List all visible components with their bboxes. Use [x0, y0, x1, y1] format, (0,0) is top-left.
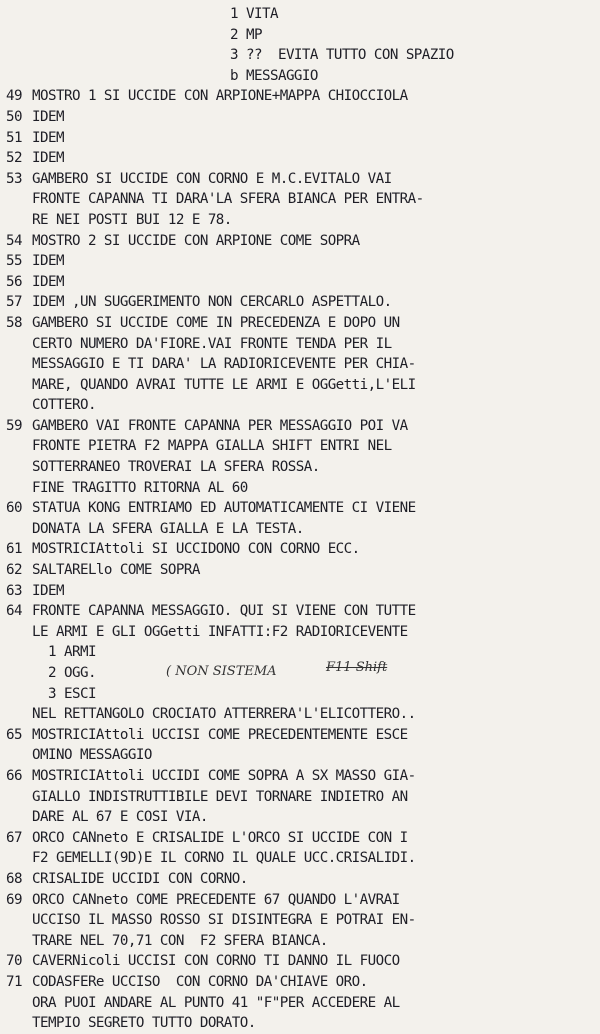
entry-number: 61 [6, 541, 22, 558]
entry-line [6, 519, 600, 540]
entry-text: OMINO MESSAGGIO [32, 747, 152, 764]
entry-line [6, 436, 600, 457]
entry-number: 54 [6, 232, 22, 249]
entry-text: TEMPIO SEGRETO TUTTO DORATO. [32, 1015, 256, 1032]
entry-line [6, 931, 600, 952]
entry-number: 65 [6, 726, 22, 743]
entry-text: DARE AL 67 E COSI VIA. [32, 809, 208, 826]
entry-text: ORCO CANneto COME PRECEDENTE 67 QUANDO L'AVRAI [32, 891, 400, 908]
entry-text: F2 GEMELLI(9D)E IL CORNO IL QUALE UCC.CRISALIDI. [32, 850, 416, 867]
entry-line [6, 539, 600, 560]
entry-line [6, 828, 600, 849]
entry-text: CODASFERe UCCISO CON CORNO DA'CHIAVE ORO. [32, 973, 368, 990]
entry-number: 60 [6, 500, 22, 517]
entry-line [6, 787, 600, 808]
entry-text: IDEM [32, 582, 64, 599]
entry-line [6, 642, 600, 663]
entry-text: FRONTE CAPANNA MESSAGGIO. QUI SI VIENE CON TUTTE [32, 603, 416, 620]
entry-line [6, 704, 600, 725]
entry-line [6, 663, 600, 684]
entry-text: UCCISO IL MASSO ROSSO SI DISINTEGRA E POTRAI EN- [32, 912, 416, 929]
entry-line [6, 601, 600, 622]
menu-top-text: b MESSAGGIO [230, 67, 318, 84]
entry-text: GAMBERO SI UCCIDE COME IN PRECEDENZA E DOPO UN [32, 314, 400, 331]
entry-text: GAMBERO SI UCCIDE CON CORNO E M.C.EVITALO VAI [32, 170, 392, 187]
entry-line [6, 231, 600, 252]
entry-line [6, 807, 600, 828]
entry-number: 59 [6, 417, 22, 434]
entry-line [6, 251, 600, 272]
entry-text: CAVERNicoli UCCISI CON CORNO TI DANNO IL FUOCO [32, 953, 400, 970]
entry-text: IDEM [32, 150, 64, 167]
entry-text: IDEM [32, 253, 64, 270]
entry-text: MARE, QUANDO AVRAI TUTTE LE ARMI E OGGetti,L'ELI [32, 376, 416, 393]
entry-line [6, 581, 600, 602]
entry-number: 62 [6, 562, 22, 579]
typed-text [6, 4, 600, 1032]
entry-text: 1 ARMI [32, 644, 96, 661]
entry-number: 50 [6, 108, 22, 125]
entry-line [6, 498, 600, 519]
entry-text: TRARE NEL 70,71 CON F2 SFERA BIANCA. [32, 932, 328, 949]
entry-line [6, 313, 600, 334]
handwritten-note-right: F11 Shift [326, 660, 388, 675]
entry-number: 71 [6, 973, 22, 990]
entry-text: IDEM ,UN SUGGERIMENTO NON CERCARLO ASPETTALO. [32, 294, 392, 311]
entry-number: 63 [6, 582, 22, 599]
entry-text: IDEM [32, 108, 64, 125]
entry-line [6, 334, 600, 355]
entry-line [6, 272, 600, 293]
entry-line [6, 416, 600, 437]
entry-number: 58 [6, 314, 22, 331]
entry-text: MOSTRICIAttoli UCCISI COME PRECEDENTEMENTE ESCE [32, 726, 408, 743]
entry-line [6, 725, 600, 746]
entry-text: DONATA LA SFERA GIALLA E LA TESTA. [32, 520, 304, 537]
entry-text: CERTO NUMERO DA'FIORE.VAI FRONTE TENDA PER IL [32, 335, 392, 352]
entry-text: MOSTRO 2 SI UCCIDE CON ARPIONE COME SOPRA [32, 232, 360, 249]
entry-line [6, 395, 600, 416]
menu-top-item [6, 25, 600, 46]
entry-text: FINE TRAGITTO RITORNA AL 60 [32, 479, 248, 496]
entry-text: SOTTERRANEO TROVERAI LA SFERA ROSSA. [32, 459, 320, 476]
entry-number: 67 [6, 829, 22, 846]
entry-line [6, 292, 600, 313]
entry-text: SALTARELlo COME SOPRA [32, 562, 200, 579]
entry-line [6, 457, 600, 478]
entry-line [6, 993, 600, 1014]
entry-line [6, 210, 600, 231]
menu-top-item [6, 4, 600, 25]
entry-line [6, 890, 600, 911]
entry-text: ORA PUOI ANDARE AL PUNTO 41 "F"PER ACCEDERE AL [32, 994, 400, 1011]
handwritten-note-left: ( NON SISTEMA [166, 664, 277, 679]
menu-top-text: 1 VITA [230, 6, 278, 22]
menu-top-item [6, 66, 600, 87]
entry-line [6, 169, 600, 190]
entry-line [6, 375, 600, 396]
entry-text: ORCO CANneto E CRISALIDE L'ORCO SI UCCIDE CON I [32, 829, 408, 846]
entry-line [6, 1013, 600, 1034]
entry-text: MESSAGGIO E TI DARA' LA RADIORICEVENTE PER CHIA- [32, 356, 416, 373]
entry-line [6, 745, 600, 766]
entry-line [6, 354, 600, 375]
entry-text: IDEM [32, 129, 64, 146]
entry-text: FRONTE CAPANNA TI DARA'LA SFERA BIANCA PER ENTRA- [32, 191, 424, 208]
entry-number: 51 [6, 129, 22, 146]
entry-text: RE NEI POSTI BUI 12 E 78. [32, 211, 232, 228]
entry-text: 2 OGG. [32, 665, 96, 681]
entry-line [6, 128, 600, 149]
entry-text: 3 ESCI [32, 685, 96, 702]
entry-number: 53 [6, 170, 22, 187]
entry-number: 52 [6, 150, 22, 167]
entry-line [6, 622, 600, 643]
entry-line [6, 684, 600, 705]
entry-line [6, 86, 600, 107]
entry-line [6, 848, 600, 869]
entry-number: 55 [6, 253, 22, 270]
entry-number: 49 [6, 88, 22, 105]
entry-text: MOSTRICIAttoli SI UCCIDONO CON CORNO ECC. [32, 541, 360, 558]
entry-number: 68 [6, 870, 22, 887]
entry-line [6, 189, 600, 210]
entry-line [6, 869, 600, 890]
menu-top-item [6, 45, 600, 66]
entry-number: 57 [6, 294, 22, 311]
entry-text: STATUA KONG ENTRIAMO ED AUTOMATICAMENTE CI VIENE [32, 500, 416, 517]
entry-line [6, 478, 600, 499]
entry-number: 70 [6, 953, 22, 970]
entry-line [6, 766, 600, 787]
menu-top-text: 2 MP [230, 26, 262, 43]
entry-text: LE ARMI E GLI OGGetti INFATTI:F2 RADIORICEVENTE [32, 623, 408, 640]
entry-text: MOSTRICIAttoli UCCIDI COME SOPRA A SX MASSO GIA- [32, 767, 416, 784]
entry-number: 64 [6, 603, 22, 620]
entry-text: IDEM [32, 273, 64, 290]
entry-line [6, 951, 600, 972]
entry-line [6, 560, 600, 581]
entry-line [6, 972, 600, 993]
entry-number: 69 [6, 891, 22, 908]
entry-text: FRONTE PIETRA F2 MAPPA GIALLA SHIFT ENTRI NEL [32, 438, 392, 455]
entry-text: MOSTRO 1 SI UCCIDE CON ARPIONE+MAPPA CHIOCCIOLA [32, 88, 408, 105]
entry-line [6, 910, 600, 931]
entry-number: 66 [6, 767, 22, 784]
entry-text: GAMBERO VAI FRONTE CAPANNA PER MESSAGGIO POI VA [32, 417, 408, 434]
entry-text: CRISALIDE UCCIDI CON CORNO. [32, 870, 248, 887]
entry-text: NEL RETTANGOLO CROCIATO ATTERRERA'L'ELICOTTERO.. [32, 706, 416, 723]
entry-line [6, 107, 600, 128]
entry-text: GIALLO INDISTRUTTIBILE DEVI TORNARE INDIETRO AN [32, 788, 408, 805]
entry-text: COTTERO. [32, 397, 96, 414]
entry-line [6, 148, 600, 169]
menu-top-text: 3 ?? EVITA TUTTO CON SPAZIO [230, 47, 454, 64]
entry-number: 56 [6, 273, 22, 290]
